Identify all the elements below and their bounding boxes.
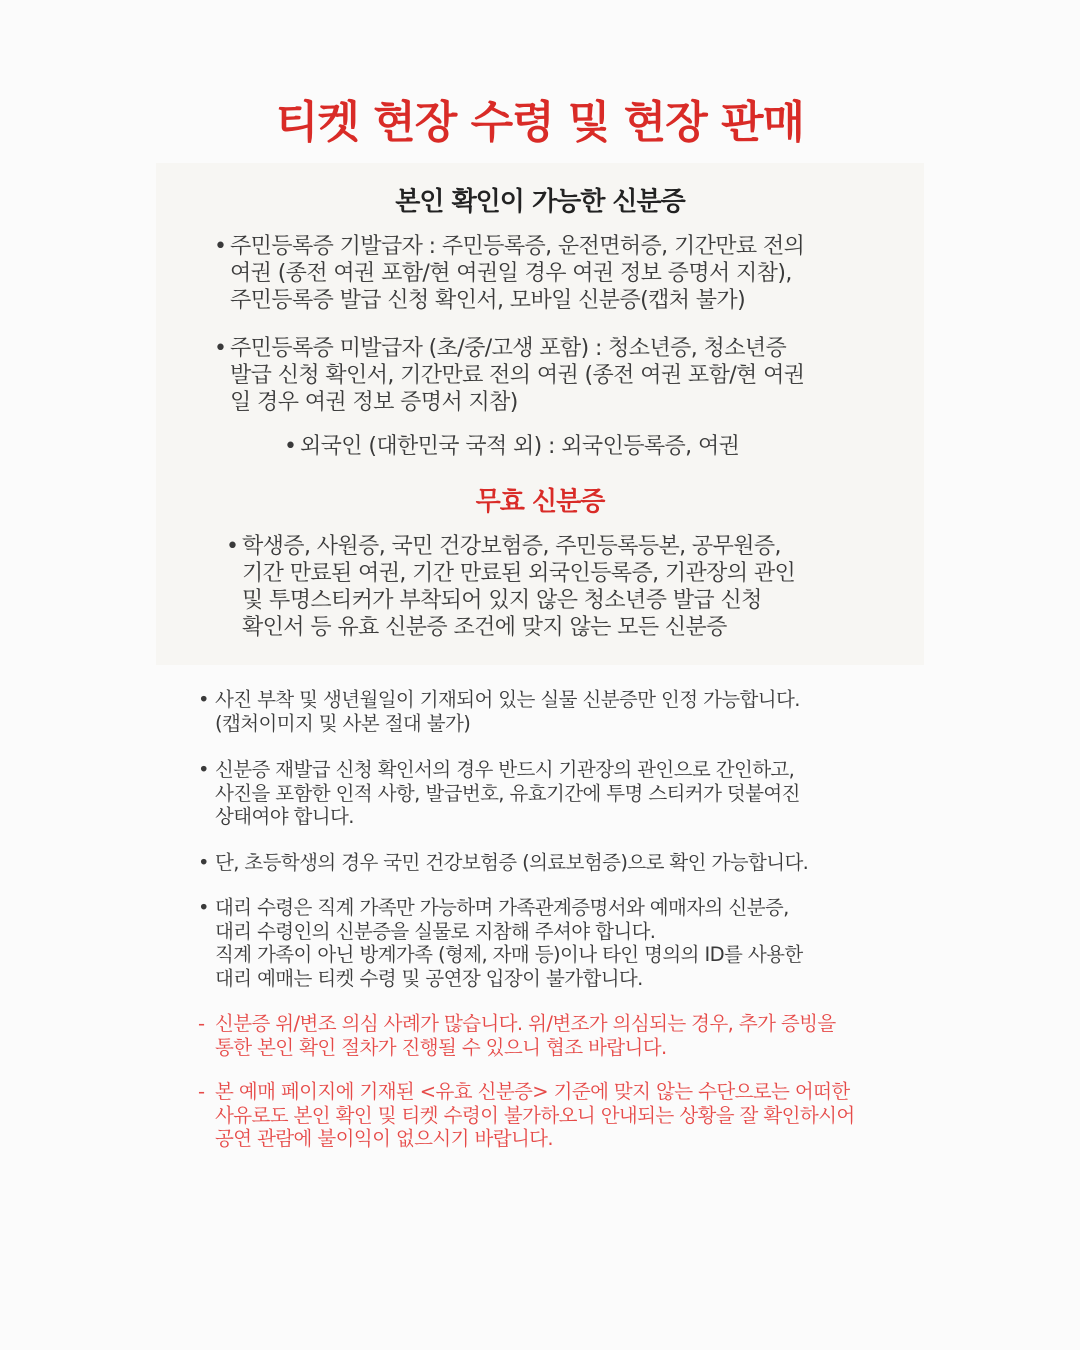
warning-item-forgery <box>198 1012 905 1059</box>
item-line: • 주민등록증 미발급자 (초/중/고생 포함) : 청소년증, 청소년증 <box>230 336 787 361</box>
item-line: 확인서 등 유효 신분증 조건에 맞지 않는 모든 신분증 <box>242 615 727 640</box>
note-line: 사진을 포함한 인적 사항, 발급번호, 유효기간에 투명 스티커가 덧붙여진 <box>215 781 800 805</box>
invalid-id-item <box>226 533 912 641</box>
item-line: 일 경우 여권 정보 증명서 지참) <box>230 390 518 415</box>
valid-id-heading: 본인 확인이 가능한 신분증 <box>395 187 685 217</box>
valid-id-item-unregistered <box>214 335 900 416</box>
item-line: 주민등록증 발급 신청 확인서, 모바일 신분증(캡처 불가) <box>230 288 746 313</box>
warning-line: 공연 관람에 불이익이 없으시기 바랍니다. <box>215 1127 554 1150</box>
note-line: • 신분증 재발급 신청 확인서의 경우 반드시 기관장의 관인으로 간인하고, <box>215 758 795 781</box>
id-info-panel <box>156 163 924 665</box>
warning-line: 사유로도 본인 확인 및 티켓 수령이 불가하오니 안내되는 상황을 잘 확인하시어 <box>215 1103 855 1127</box>
item-line: 기간 만료된 여권, 기간 만료된 외국인등록증, 기관장의 관인 <box>242 561 796 586</box>
item-line: • 주민등록증 기발급자 : 주민등록증, 운전면허증, 기간만료 전의 <box>230 234 805 259</box>
note-item-reissue <box>198 758 905 829</box>
note-item-elementary <box>198 851 905 875</box>
note-line: 대리 예매는 티켓 수령 및 공연장 입장이 불가합니다. <box>215 966 643 990</box>
note-line: • 사진 부착 및 생년월일이 기재되어 있는 실물 신분증만 인정 가능합니다. <box>215 688 800 711</box>
valid-id-item-registered <box>214 233 900 314</box>
warning-line: - 본 예매 페이지에 기재된 <유효 신분증> 기준에 맞지 않는 수단으로는 어떠한 <box>215 1080 850 1103</box>
warning-item-invalid-means <box>198 1080 905 1151</box>
item-line: 여권 (종전 여권 포함/현 여권일 경우 여권 정보 증명서 지참), <box>230 261 792 286</box>
item-line: • 학생증, 사원증, 국민 건강보험증, 주민등록등본, 공무원증, <box>242 534 781 559</box>
warning-line: 통한 본인 확인 절차가 진행될 수 있으니 협조 바랍니다. <box>215 1035 667 1059</box>
valid-id-item-foreigner <box>284 433 820 460</box>
note-line: • 단, 초등학생의 경우 국민 건강보험증 (의료보험증)으로 확인 가능합니다. <box>215 851 809 874</box>
note-item-photo-id <box>198 688 905 735</box>
page-title: 티켓 현장 수령 및 현장 판매 <box>275 97 805 148</box>
note-line: 직계 가족이 아닌 방계가족 (형제, 자매 등)이나 타인 명의의 ID를 사용한 <box>215 943 803 966</box>
note-line: 대리 수령인의 신분증을 실물로 지참해 주셔야 합니다. <box>215 919 656 943</box>
note-item-proxy-pickup <box>198 896 905 990</box>
note-line: (캡처이미지 및 사본 절대 불가) <box>215 711 471 735</box>
warning-line: - 신분증 위/변조 의심 사례가 많습니다. 위/변조가 의심되는 경우, 추가 증빙을 <box>215 1012 836 1035</box>
item-line: • 외국인 (대한민국 국적 외) : 외국인등록증, 여권 <box>300 434 740 459</box>
item-line: 발급 신청 확인서, 기간만료 전의 여권 (종전 여권 포함/현 여권 <box>230 363 805 388</box>
invalid-id-heading: 무효 신분증 <box>475 487 605 517</box>
item-line: 및 투명스티커가 부착되어 있지 않은 청소년증 발급 신청 <box>242 588 762 613</box>
note-line: • 대리 수령은 직계 가족만 가능하며 가족관계증명서와 예매자의 신분증, <box>215 896 789 919</box>
note-line: 상태여야 합니다. <box>215 805 354 828</box>
